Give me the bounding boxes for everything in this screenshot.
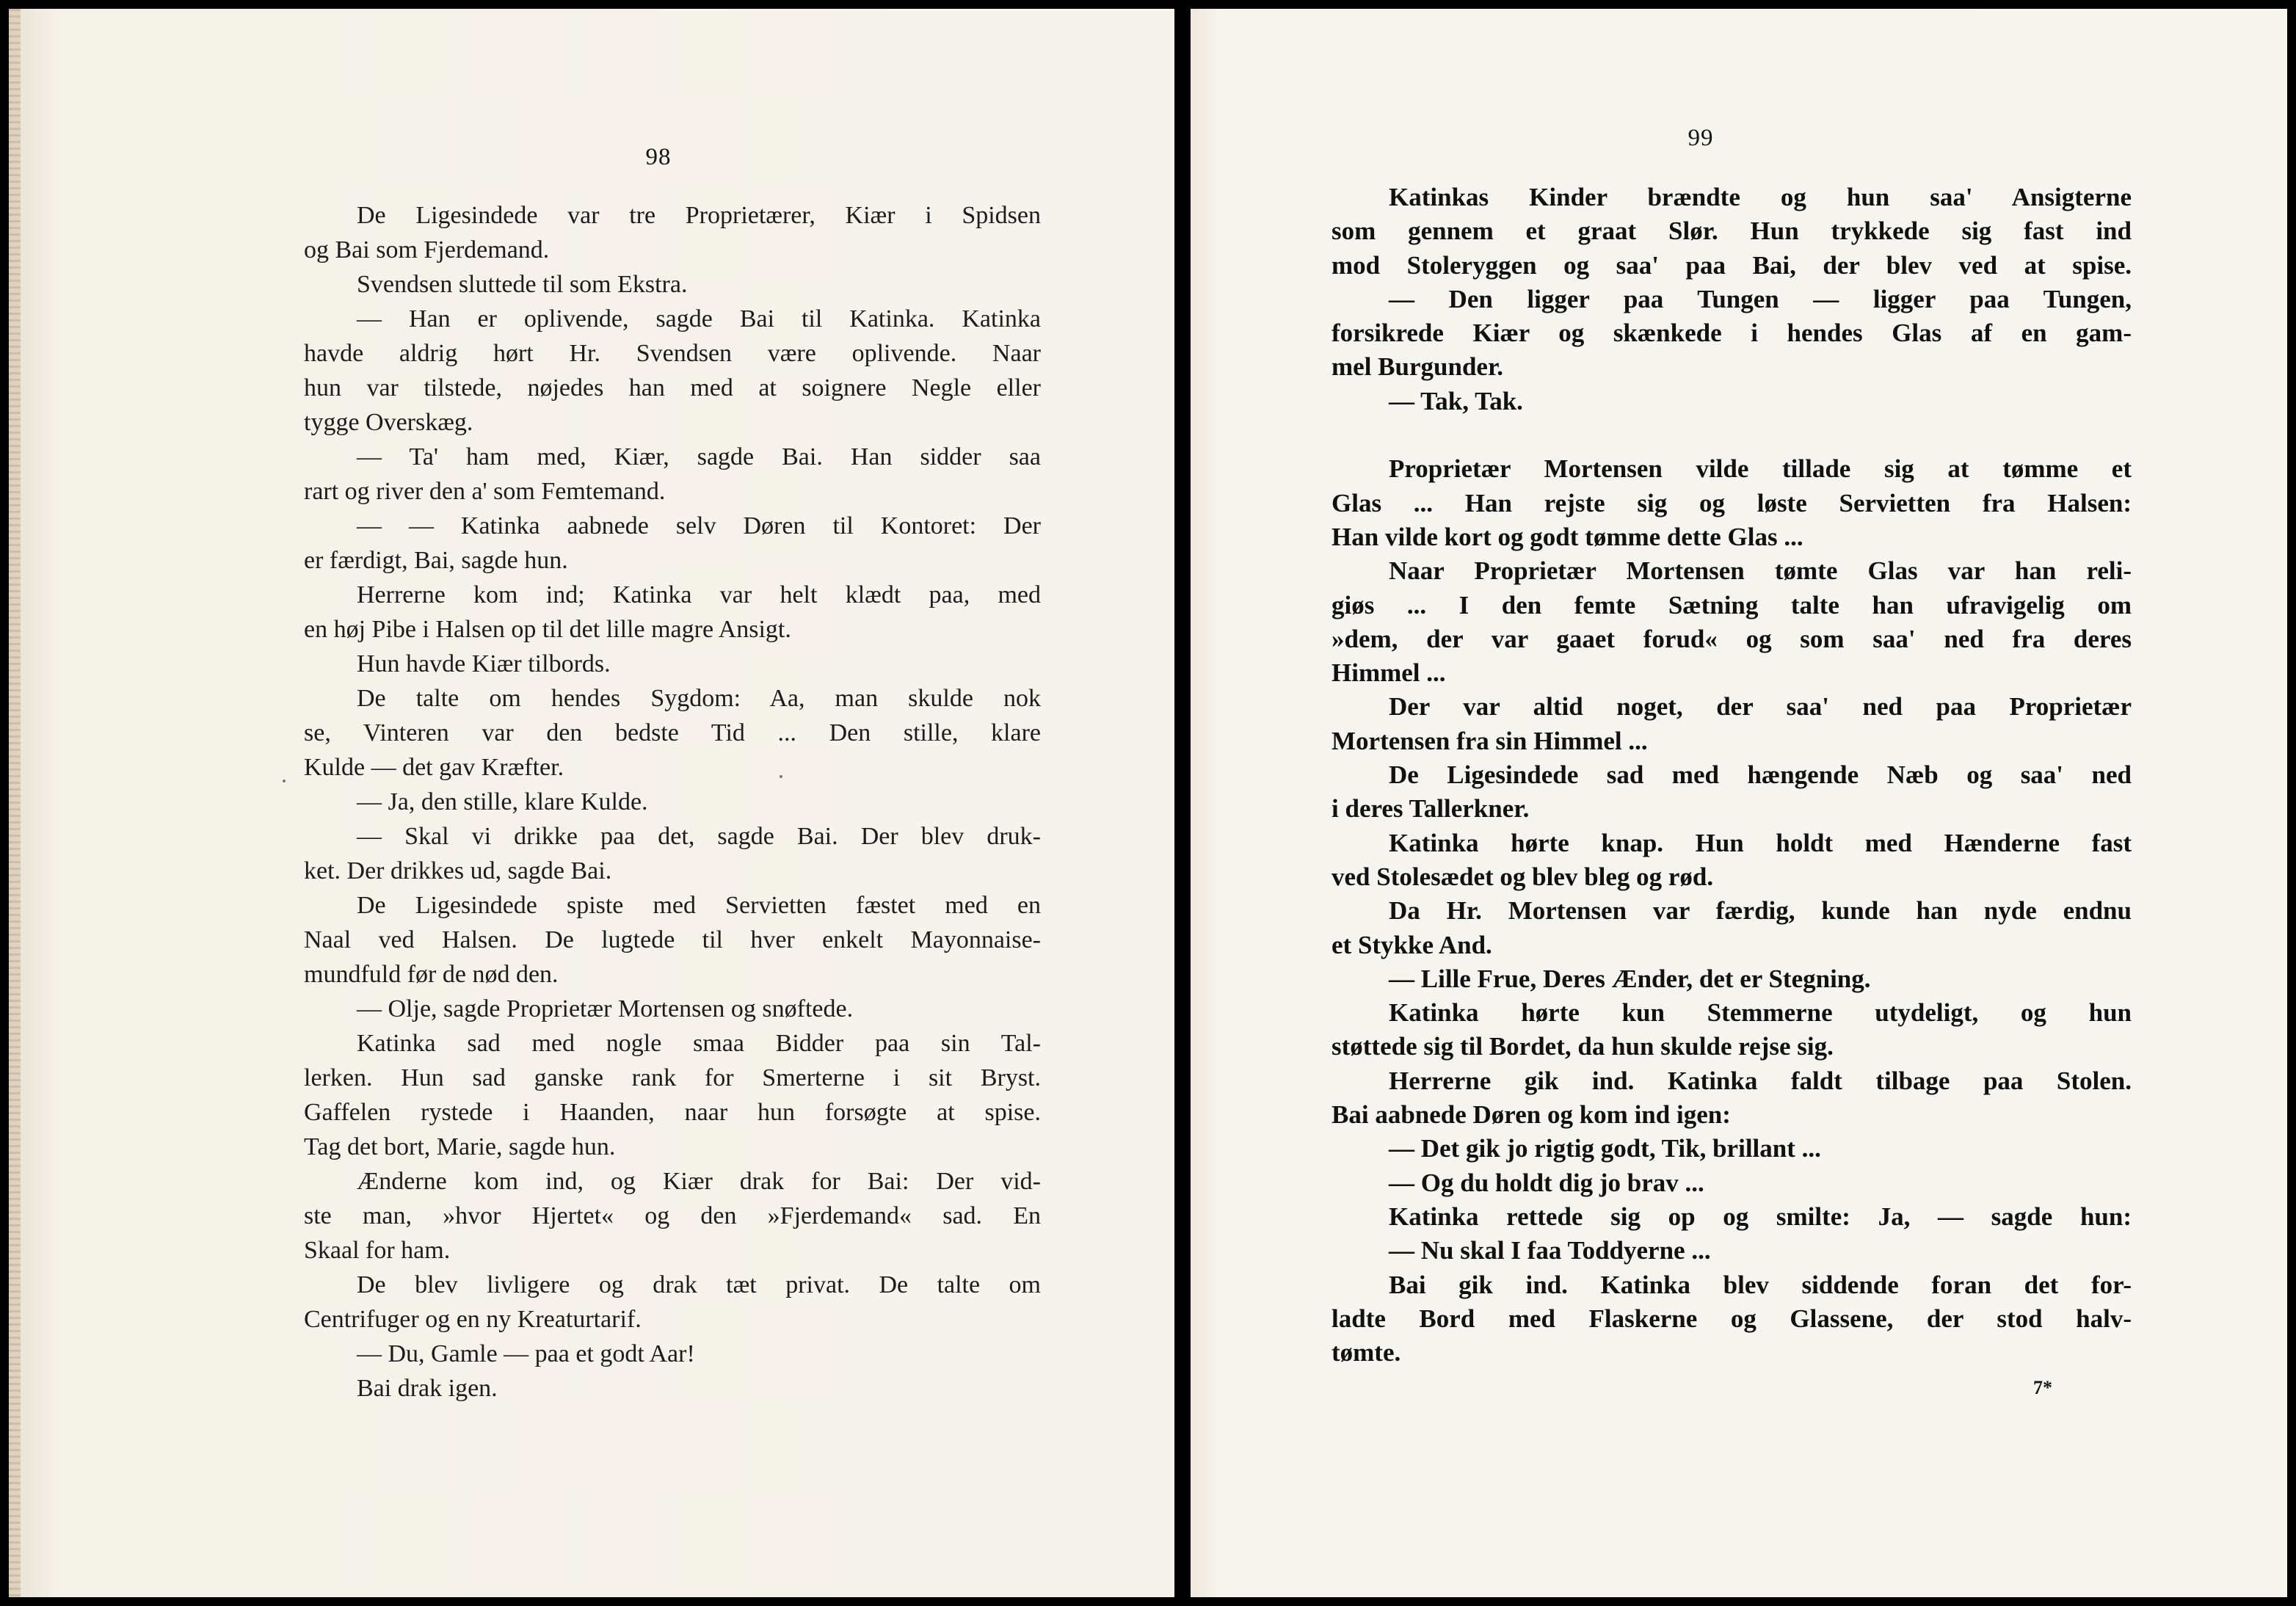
text-line: Han vilde kort og godt tømme dette Glas ... xyxy=(1332,522,1803,551)
paper-speck xyxy=(780,775,782,778)
text-line: De blev livligere og drak tæt privat. De talte om xyxy=(357,1271,1041,1298)
text-line: giøs ... I den femte Sætning talte han ufravigelig om xyxy=(1332,590,2132,619)
text-line: tygge Overskæg. xyxy=(304,409,473,436)
text-line: hun var tilstede, nøjedes han med at soignere Negle eller xyxy=(304,374,1041,402)
text-line: ladte Bord med Flaskerne og Glassene, der stod halv- xyxy=(1332,1304,2132,1333)
page-number: 99 xyxy=(1688,125,1714,151)
text-line: — Tak, Tak. xyxy=(1389,386,1523,415)
text-line: Bai aabnede Døren og kom ind igen: xyxy=(1332,1100,1731,1130)
text-line: Tag det bort, Marie, sagde hun. xyxy=(304,1133,616,1160)
text-line: »dem, der var gaaet forud« og som saa' ned fra deres xyxy=(1332,624,2132,653)
text-line: — Olje, sagde Proprietær Mortensen og snøftede. xyxy=(357,995,854,1022)
text-line: Naar Proprietær Mortensen tømte Glas var han reli- xyxy=(1389,556,2132,586)
text-line: — Nu skal I faa Toddyerne ... xyxy=(1389,1236,1711,1265)
text-line: Gaffelen rystede i Haanden, naar hun forsøgte at spise. xyxy=(304,1099,1041,1126)
text-line: er færdigt, Bai, sagde hun. xyxy=(304,547,568,574)
text-line: en høj Pibe i Halsen op til det lille magre Ansigt. xyxy=(304,616,791,643)
page-body-text xyxy=(1332,181,2132,1370)
text-line: forsikrede Kiær og skænkede i hendes Glas af en gam- xyxy=(1332,319,2132,348)
text-line: De Ligesindede sad med hængende Næb og saa' ned xyxy=(1389,760,2132,790)
left-page xyxy=(9,9,1174,1597)
text-line: Himmel ... xyxy=(1332,658,1446,688)
text-line: Mortensen fra sin Himmel ... xyxy=(1332,726,1648,755)
text-line: Glas ... Han rejste sig og løste Servietten fra Halsen: xyxy=(1332,488,2132,517)
text-line: Katinka rettede sig op og smilte: Ja, — sagde hun: xyxy=(1389,1202,2132,1231)
text-line: Herrerne kom ind; Katinka var helt klædt paa, med xyxy=(357,581,1041,608)
right-page xyxy=(1191,9,2287,1597)
text-line: Da Hr. Mortensen var færdig, kunde han nyde endnu xyxy=(1389,896,2132,926)
text-line: et Stykke And. xyxy=(1332,930,1492,959)
text-line: mod Stoleryggen og saa' paa Bai, der blev ved at spise. xyxy=(1332,250,2132,280)
signature-mark: 7* xyxy=(2033,1377,2052,1398)
page-body-text xyxy=(304,198,1041,1406)
text-line: rart og river den a' som Femtemand. xyxy=(304,478,666,505)
text-line: lerken. Hun sad ganske rank for Smerterne i sit Bryst. xyxy=(304,1064,1041,1091)
text-line: se, Vinteren var den bedste Tid ... Den stille, klare xyxy=(304,719,1041,746)
text-line: — Skal vi drikke paa det, sagde Bai. Der blev druk- xyxy=(357,823,1041,850)
text-line: Katinka hørte knap. Hun holdt med Hænderne fast xyxy=(1389,828,2132,857)
text-line: støttede sig til Bordet, da hun skulde rejse sig. xyxy=(1332,1032,1834,1061)
text-line: Bai gik ind. Katinka blev siddende foran det for- xyxy=(1389,1270,2132,1299)
text-line: Katinkas Kinder brændte og hun saa' Ansigterne xyxy=(1389,183,2132,211)
text-line: De Ligesindede spiste med Servietten fæstet med en xyxy=(357,892,1041,919)
text-line: — Han er oplivende, sagde Bai til Katinka. Katinka xyxy=(357,305,1041,333)
binding-edge xyxy=(9,9,21,1597)
text-line: — Ja, den stille, klare Kulde. xyxy=(357,788,648,815)
text-line: — Ta' ham med, Kiær, sagde Bai. Han sidder saa xyxy=(357,443,1041,470)
text-line: Ænderne kom ind, og Kiær drak for Bai: Der vid- xyxy=(357,1168,1041,1195)
text-line: i deres Tallerkner. xyxy=(1332,794,1530,824)
text-line: Kulde — det gav Kræfter. xyxy=(304,754,564,781)
text-line: Katinka sad med nogle smaa Bidder paa sin Tal- xyxy=(357,1030,1041,1057)
text-line: og Bai som Fjerdemand. xyxy=(304,236,550,264)
text-line: — Det gik jo rigtig godt, Tik, brillant ... xyxy=(1389,1134,1821,1163)
text-line: — Den ligger paa Tungen — ligger paa Tungen, xyxy=(1389,284,2132,313)
text-line: Skaal for ham. xyxy=(304,1237,451,1264)
text-line: ste man, »hvor Hjertet« og den »Fjerdemand« sad. En xyxy=(304,1202,1041,1229)
text-line: Der var altid noget, der saa' ned paa Proprietær xyxy=(1389,692,2132,722)
text-line: Katinka hørte kun Stemmerne utydeligt, og hun xyxy=(1389,998,2132,1028)
page-number: 98 xyxy=(645,144,672,170)
text-line: Bai drak igen. xyxy=(357,1375,498,1402)
text-line: — Du, Gamle — paa et godt Aar! xyxy=(357,1340,695,1367)
text-line: Proprietær Mortensen vilde tillade sig at tømme et xyxy=(1389,454,2132,484)
text-line: som gennem et graat Slør. Hun trykkede sig fast ind xyxy=(1332,217,2132,246)
paper-speck xyxy=(283,780,286,782)
blank-line xyxy=(1332,418,2132,452)
text-line: Centrifuger og en ny Kreaturtarif. xyxy=(304,1306,642,1333)
text-line: De Ligesindede var tre Proprietærer, Kiær i Spidsen xyxy=(357,202,1041,229)
text-line: De talte om hendes Sygdom: Aa, man skulde nok xyxy=(357,685,1041,712)
text-line: — Og du holdt dig jo brav ... xyxy=(1389,1168,1704,1197)
text-line: ved Stolesædet og blev bleg og rød. xyxy=(1332,862,1714,891)
text-line: mundfuld før de nød den. xyxy=(304,961,559,988)
text-line: — Lille Frue, Deres Ænder, det er Stegning. xyxy=(1389,964,1871,993)
text-line: Svendsen sluttede til som Ekstra. xyxy=(357,271,688,298)
text-line: — — Katinka aabnede selv Døren til Kontoret: Der xyxy=(357,512,1041,539)
text-line: havde aldrig hørt Hr. Svendsen være oplivende. Naar xyxy=(304,340,1041,367)
text-line: tømte. xyxy=(1332,1338,1401,1367)
text-line: Herrerne gik ind. Katinka faldt tilbage paa Stolen. xyxy=(1389,1066,2132,1095)
text-line: mel Burgunder. xyxy=(1332,352,1504,382)
text-line: Naal ved Halsen. De lugtede til hver enkelt Mayonnaise- xyxy=(304,926,1041,953)
text-line: ket. Der drikkes ud, sagde Bai. xyxy=(304,857,612,884)
text-line: Hun havde Kiær tilbords. xyxy=(357,650,611,677)
